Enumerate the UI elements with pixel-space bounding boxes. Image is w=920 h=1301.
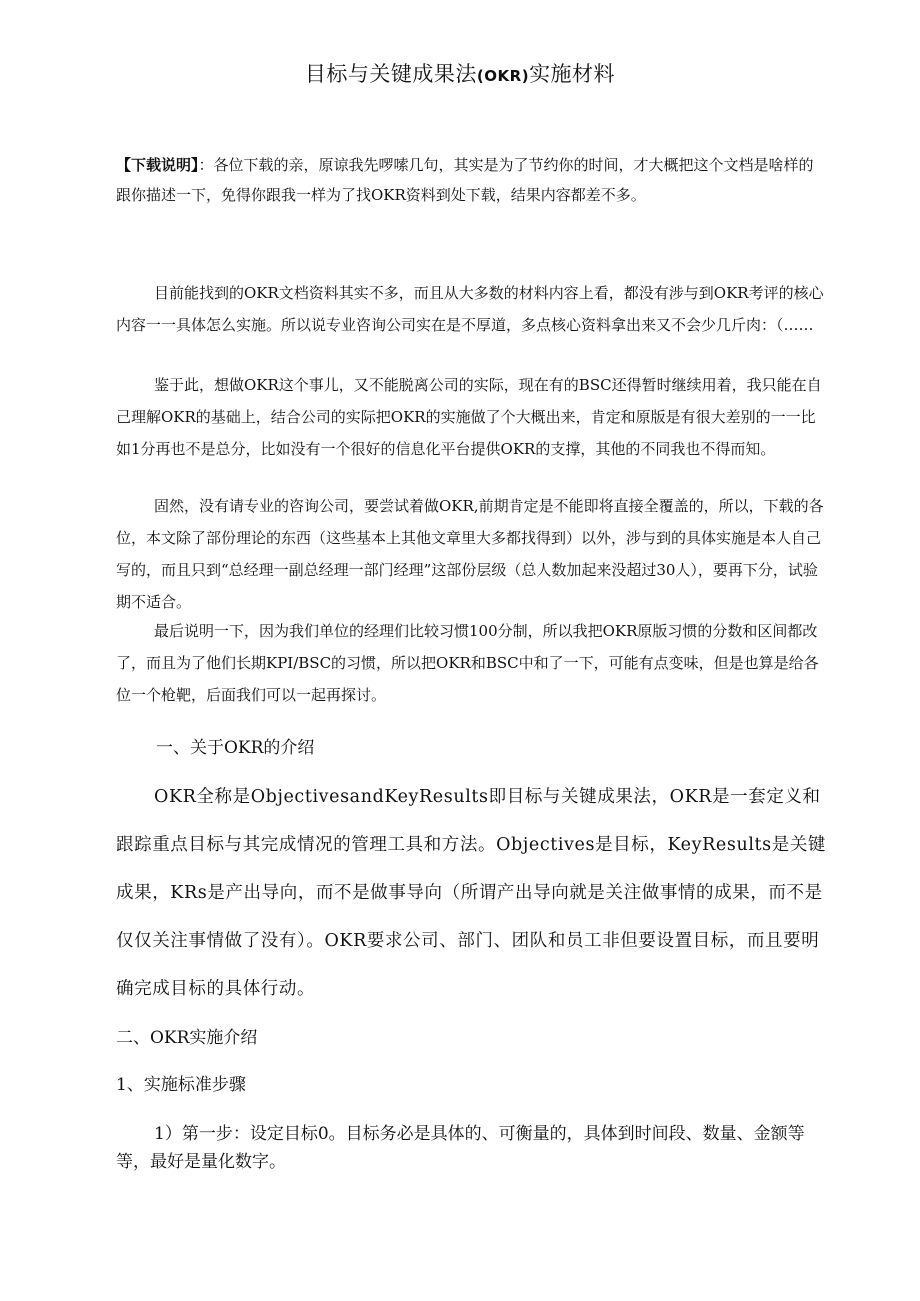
title-acronym: (OKR) xyxy=(476,67,530,85)
title-text-post: 实施材料 xyxy=(529,62,616,86)
intro-paragraph-3: 固然，没有请专业的咨询公司，要尝试着做OKR,前期肯定是不能即将直接全覆盖的，所以，下载的各位，本文除了部份理论的东西（这些基本上其他文章里大多都找得到）以外，涉与到的具体实施是本人自己写的，而且只到“总经理一副总经理一部门经理”这部份层级（总人数加起来没超过30人），要再下分，试验期不适合。 xyxy=(116,497,824,611)
intro-paragraph-4: 最后说明一下，因为我们单位的经理们比较习惯100分制，所以我把OKR原版习惯的分数和区间都改了，而且为了他们长期KPI/BSC的习惯，所以把OKR和BSC中和了一下，可能有点变味，但是也算是给各位一个枪靶，后面我们可以一起再探讨。 xyxy=(116,622,819,704)
download-notice xyxy=(116,150,828,210)
notice-body: ：各位下载的亲，原谅我先啰嗦几句，其实是为了节约你的时间，才大概把这个文档是啥样的跟你描述一下，免得你跟我一样为了找OKR资料到处下载，结果内容都差不多。 xyxy=(116,156,814,204)
section-heading-okr-intro: 一、关于OKR的介绍 xyxy=(156,738,315,758)
intro-paragraph-2: 鉴于此，想做OKR这个事儿，又不能脱离公司的实际，现在有的BSC还得暂时继续用着，我只能在自己理解OKR的基础上，结合公司的实际把OKR的实施做了个大概出来，肯定和原版是有很大差别的一一比如1分再也不是总分，比如没有一个很好的信息化平台提供OKR的支撑，其他的不同我也不得而知。 xyxy=(116,376,822,458)
subsection-heading-standard-steps: 1、实施标准步骤 xyxy=(116,1075,246,1095)
step-1-paragraph: 1）第一步：设定目标0。目标务必是具体的、可衡量的，具体到时间段、数量、金额等等，最好是量化数字。 xyxy=(116,1124,805,1172)
title-text-pre: 目标与关键成果法 xyxy=(304,62,477,86)
document-title xyxy=(0,58,920,88)
intro-paragraph-1: 目前能找到的OKR文档资料其实不多，而且从大多数的材料内容上看，都没有涉与到OKR考评的核心内容一一具体怎么实施。所以说专业咨询公司实在是不厚道，多点核心资料拿出来又不会少几斤肉：（…… xyxy=(116,284,824,334)
section-heading-okr-implementation: 二、OKR实施介绍 xyxy=(116,1028,258,1048)
okr-definition-paragraph: OKR全称是ObjectivesandKeyResults即目标与关键成果法，OKR是一套定义和跟踪重点目标与其完成情况的管理工具和方法。Objectives是目标，KeyResults是关键成果，KRs是产出导向，而不是做事导向（所谓产出导向就是关注做事情的成果，而不是仅仅关注事情做了没有）。OKR要求公司、部门、团队和员工非但要设置目标，而且要明确完成目标的具体行动。 xyxy=(116,787,827,999)
notice-label: 【下载说明】 xyxy=(116,156,199,174)
